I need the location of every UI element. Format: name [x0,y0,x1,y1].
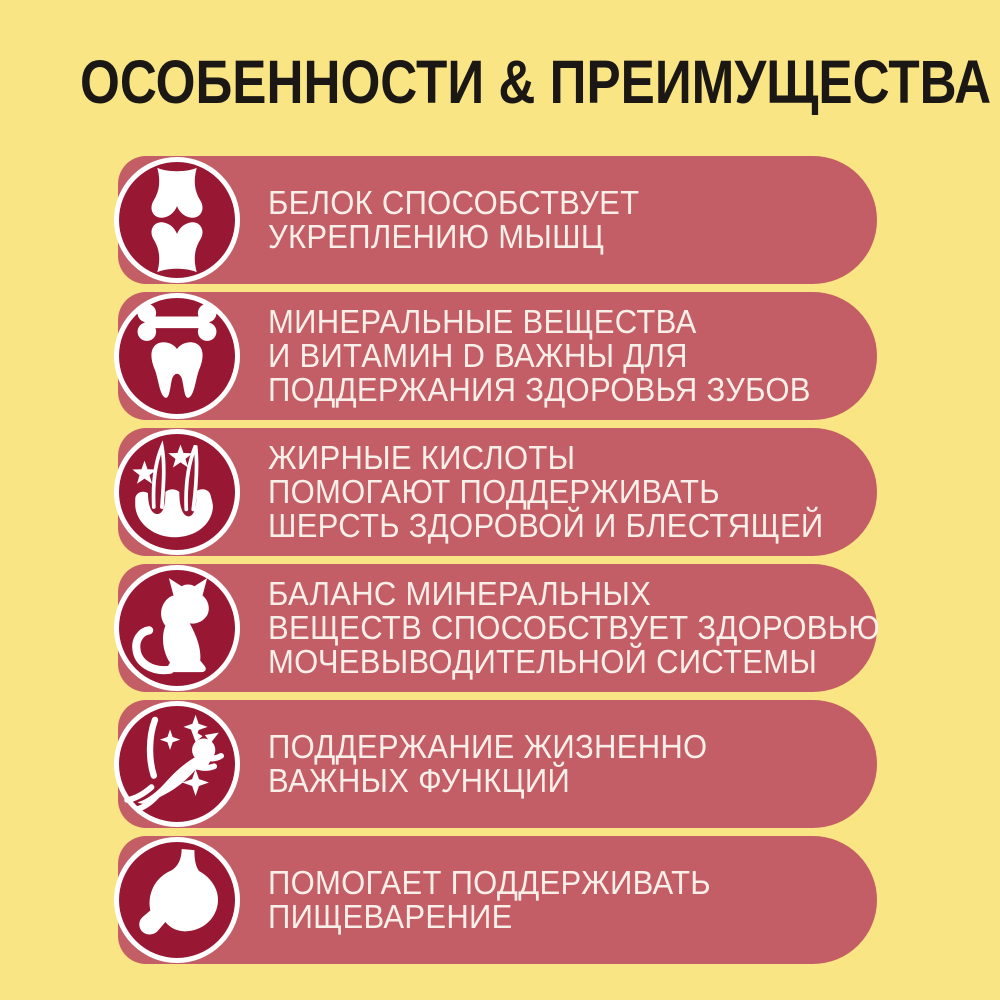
benefit-line: ШЕРСТЬ ЗДОРОВОЙ И БЛЕСТЯЩЕЙ [268,507,824,544]
benefit-line: ЖИРНЫЕ КИСЛОТЫ [268,439,576,476]
sitting-cat-icon [114,565,240,691]
benefit-line: И ВИТАМИН D ВАЖНЫ ДЛЯ [268,337,688,374]
benefit-line: ПОДДЕРЖАНИЕ ЖИЗНЕННО [268,728,708,765]
page-title: ОСОБЕННОСТИ & ПРЕИМУЩЕСТВА [80,48,992,116]
benefit-row-muscles [118,156,877,284]
tooth-bone-icon [114,293,240,419]
benefit-text [268,305,811,407]
benefit-line: ПОМОГАЮТ ПОДДЕРЖИВАТЬ [268,473,720,510]
benefit-line: УКРЕПЛЕНИЮ МЫШЦ [268,218,605,255]
benefit-text [268,866,711,934]
benefit-row-teeth [118,292,877,420]
fur-hair-icon [114,429,240,555]
benefit-row-coat [118,428,877,556]
benefit-text [268,577,880,679]
benefit-line: МОЧЕВЫВОДИТЕЛЬНОЙ СИСТЕМЫ [268,643,818,680]
stomach-icon [114,837,240,963]
benefits-list [118,156,880,972]
benefit-line: ПОМОГАЕТ ПОДДЕРЖИВАТЬ [268,864,711,901]
benefit-line: ПИЩЕВАРЕНИЕ [268,898,513,935]
benefit-line: ВЕЩЕСТВ СПОСОБСТВУЕТ ЗДОРОВЬЮ [268,609,880,646]
joint-bone-icon [114,157,240,283]
benefit-line: МИНЕРАЛЬНЫЕ ВЕЩЕСТВА [268,303,697,340]
benefit-line: ПОДДЕРЖАНИЯ ЗДОРОВЬЯ ЗУБОВ [268,371,811,408]
benefit-row-urinary [118,564,880,692]
benefit-line: БЕЛОК СПОСОБСТВУЕТ [268,184,640,221]
benefit-row-digestion [118,836,877,964]
benefit-text [268,730,707,798]
benefit-line: БАЛАНС МИНЕРАЛЬНЫХ [268,575,652,612]
benefit-row-vitality [118,700,877,828]
benefit-line: ВАЖНЫХ ФУНКЦИЙ [268,762,571,799]
benefit-text [268,441,824,543]
leaping-cat-icon [114,701,240,827]
benefit-text [268,186,639,254]
